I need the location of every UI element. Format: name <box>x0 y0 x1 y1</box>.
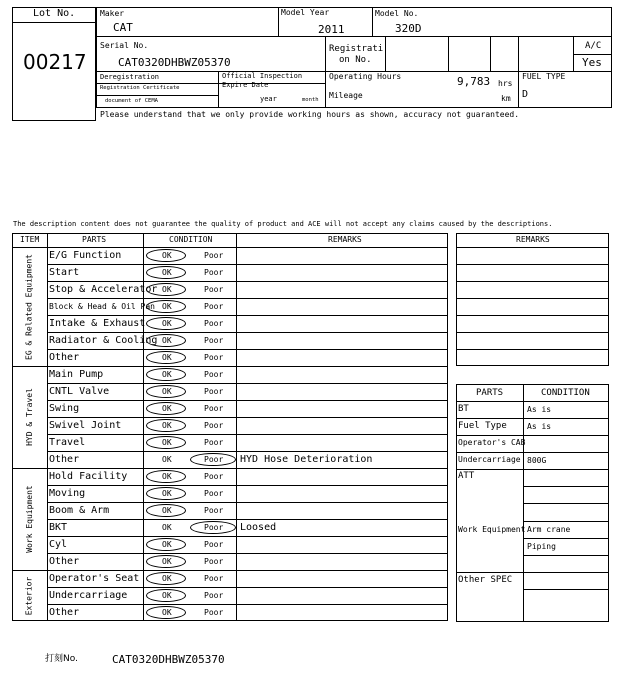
column-rule <box>47 233 48 621</box>
part-name: Undercarriage <box>49 590 128 601</box>
part-name: BKT <box>49 522 68 533</box>
registration-label-2: on No. <box>339 55 372 65</box>
ok-option: OK <box>162 370 172 379</box>
poor-option: Poor <box>204 557 224 566</box>
ok-option: OK <box>162 421 172 430</box>
parts-header: PARTS <box>476 388 504 398</box>
row-rule <box>47 264 448 265</box>
ok-option: OK <box>162 472 172 481</box>
model-year-label: Model Year <box>281 8 330 17</box>
poor-option: Poor <box>204 540 224 549</box>
part-name: Other <box>49 607 80 618</box>
year-label: year <box>260 95 277 103</box>
ok-selected-circle <box>146 555 186 568</box>
poor-selected-circle <box>190 521 236 534</box>
part-name: Main Pump <box>49 369 104 380</box>
ok-option: OK <box>162 557 172 566</box>
part-name: Cyl <box>49 539 68 550</box>
group-rule <box>12 468 448 469</box>
ok-selected-circle <box>146 572 186 585</box>
ok-selected-circle <box>146 402 186 415</box>
ok-option: OK <box>162 387 172 396</box>
part-name: Swivel Joint <box>49 420 122 431</box>
ok-option: OK <box>162 574 172 583</box>
ok-selected-circle <box>146 470 186 483</box>
km-unit: km <box>501 94 511 103</box>
poor-option: Poor <box>204 251 224 260</box>
serial-value: CAT0320DHBWZ05370 <box>118 56 231 69</box>
month-label: month <box>302 97 319 103</box>
document-cema-label: document of CEMA <box>105 98 158 104</box>
remarks-box <box>456 233 609 366</box>
poor-option: Poor <box>204 421 224 430</box>
footer-label: 打刻No. <box>45 654 78 664</box>
poor-selected-circle <box>190 453 236 466</box>
part-name: Swing <box>49 403 80 414</box>
undercarriage-label: Undercarriage <box>458 455 521 464</box>
poor-option: Poor <box>204 455 224 464</box>
part-name: Moving <box>49 488 86 499</box>
ok-selected-circle <box>146 317 186 330</box>
row-rule <box>47 451 448 452</box>
ok-option: OK <box>162 319 172 328</box>
registration-label-1: Registrati <box>329 44 384 54</box>
inspection-label-1: Official Inspection <box>222 72 303 80</box>
row-rule <box>456 435 609 436</box>
inspection-label-2: Expire Date <box>222 81 269 89</box>
remark-text: Loosed <box>240 522 277 533</box>
row-rule <box>47 383 448 384</box>
ok-selected-circle <box>146 351 186 364</box>
row-rule <box>47 502 448 503</box>
model-no-value: 320D <box>395 22 422 35</box>
ok-option: OK <box>162 608 172 617</box>
col-item-header: ITEM <box>20 235 40 244</box>
ok-option: OK <box>162 506 172 515</box>
poor-option: Poor <box>204 506 224 515</box>
col-condition-header: CONDITION <box>169 235 213 244</box>
att-row-rule <box>523 503 609 504</box>
group-label: HYD & Travel <box>24 388 34 446</box>
poor-option: Poor <box>204 387 224 396</box>
ok-selected-circle <box>146 419 186 432</box>
ac-value: Yes <box>582 56 602 69</box>
ok-option: OK <box>162 540 172 549</box>
ok-option: OK <box>162 336 172 345</box>
remarks-row-rule <box>456 315 609 316</box>
ok-selected-circle <box>146 589 186 602</box>
model-year-value: 2011 <box>318 23 345 36</box>
poor-option: Poor <box>204 489 224 498</box>
row-rule <box>47 332 448 333</box>
hrs-unit: hrs <box>498 79 513 88</box>
condition-header: CONDITION <box>541 388 590 398</box>
remarks-row-rule <box>456 298 609 299</box>
part-name: CNTL Valve <box>49 386 110 397</box>
ok-option: OK <box>162 591 172 600</box>
row-rule <box>523 589 609 590</box>
column-rule <box>236 233 237 621</box>
ok-selected-circle <box>146 334 186 347</box>
bt-value: As is <box>527 405 552 414</box>
row-rule <box>47 349 448 350</box>
ok-selected-circle <box>146 300 186 313</box>
mileage-label: Mileage <box>329 91 363 100</box>
col-remarks-header: REMARKS <box>328 235 362 244</box>
row-rule <box>47 434 448 435</box>
poor-option: Poor <box>204 438 224 447</box>
att-label: ATT <box>458 471 475 481</box>
row-rule <box>47 315 448 316</box>
poor-option: Poor <box>204 268 224 277</box>
other-spec-label: Other SPEC <box>458 575 513 585</box>
ok-option: OK <box>162 268 172 277</box>
fuel-value: As is <box>527 422 552 431</box>
disclaimer-text: The description content does not guarantee the quality of product and ACE will not accept any claims caused by the descriptions. <box>13 220 553 228</box>
row-rule <box>456 572 609 573</box>
ok-option: OK <box>162 455 172 464</box>
footer-serial: CAT0320DHBWZ05370 <box>112 653 225 666</box>
ok-selected-circle <box>146 249 186 262</box>
part-name: Intake & Exhaust <box>49 318 146 329</box>
part-name: E/G Function <box>49 250 122 261</box>
row-rule <box>456 452 609 453</box>
row-rule <box>47 553 448 554</box>
ok-selected-circle <box>146 436 186 449</box>
ok-selected-circle <box>146 368 186 381</box>
work-equipment-label: Work Equipment <box>458 525 526 534</box>
poor-option: Poor <box>204 285 224 294</box>
ok-selected-circle <box>146 283 186 296</box>
row-rule <box>47 587 448 588</box>
header-rule <box>12 247 448 248</box>
fuel-label: Fuel Type <box>458 421 507 431</box>
ok-option: OK <box>162 285 172 294</box>
group-label: Exterior <box>24 576 34 615</box>
row-rule <box>47 485 448 486</box>
col-parts-header: PARTS <box>82 235 107 244</box>
ok-selected-circle <box>146 504 186 517</box>
work-row-rule <box>523 538 609 539</box>
maker-label: Maker <box>100 9 125 18</box>
poor-option: Poor <box>204 370 224 379</box>
row-rule <box>456 418 609 419</box>
poor-option: Poor <box>204 302 224 311</box>
row-rule <box>47 519 448 520</box>
ok-selected-circle <box>146 538 186 551</box>
ok-selected-circle <box>146 606 186 619</box>
ok-option: OK <box>162 489 172 498</box>
model-no-label: Model No. <box>375 9 419 18</box>
part-name: Start <box>49 267 80 278</box>
work-equipment-value: Piping <box>527 542 556 551</box>
row-rule <box>47 400 448 401</box>
part-name: Other <box>49 454 80 465</box>
part-name: Operator's Seat <box>49 573 140 584</box>
work-equipment-value: Arm crane <box>527 525 571 534</box>
part-name: Stop & Accelerator <box>49 284 158 295</box>
poor-option: Poor <box>204 608 224 617</box>
part-name: Block & Head & Oil Pan <box>49 302 155 311</box>
remarks-row-rule <box>456 281 609 282</box>
part-name: Radiator & Cooling <box>49 335 158 346</box>
row-rule <box>456 469 609 470</box>
registration-certificate-label: Registration Certificate <box>100 85 180 91</box>
part-name: Travel <box>49 437 86 448</box>
operating-hours-value: 9,783 <box>457 75 491 88</box>
part-name: Hold Facility <box>49 471 128 482</box>
ok-selected-circle <box>146 487 186 500</box>
poor-option: Poor <box>204 591 224 600</box>
part-name: Other <box>49 556 80 567</box>
remark-text: HYD Hose Deterioration <box>240 454 373 465</box>
lot-number: 00217 <box>23 50 87 74</box>
group-label: Work Equipment <box>24 485 34 553</box>
lot-label: Lot No. <box>33 8 76 19</box>
ok-selected-circle <box>146 385 186 398</box>
fuel-type-label: FUEL TYPE <box>522 72 566 81</box>
deregistration-label: Deregistration <box>100 73 160 81</box>
group-rule <box>12 366 448 367</box>
row-rule <box>47 298 448 299</box>
remarks-row-rule <box>456 264 609 265</box>
row-rule <box>47 604 448 605</box>
row-rule <box>523 521 609 522</box>
row-rule <box>47 281 448 282</box>
cab-label: Operator's CAB <box>458 438 526 447</box>
work-row-rule <box>523 555 609 556</box>
ok-option: OK <box>162 438 172 447</box>
remarks-row-rule <box>456 332 609 333</box>
part-name: Boom & Arm <box>49 505 110 516</box>
undercarriage-value: 800G <box>527 456 547 465</box>
operating-hours-label: Operating Hours <box>329 72 402 81</box>
remarks-header: REMARKS <box>516 235 550 244</box>
remarks-header-rule <box>456 247 609 248</box>
row-rule <box>47 536 448 537</box>
ok-option: OK <box>162 404 172 413</box>
group-rule <box>12 570 448 571</box>
maker-value: CAT <box>113 21 133 34</box>
ac-label: A/C <box>585 41 602 51</box>
ok-option: OK <box>162 523 172 532</box>
poor-option: Poor <box>204 574 224 583</box>
row-rule <box>47 417 448 418</box>
notice-text: Please understand that we only provide working hours as shown, accuracy not guaranteed. <box>100 110 520 119</box>
ok-selected-circle <box>146 266 186 279</box>
serial-label: Serial No. <box>100 41 149 50</box>
ok-option: OK <box>162 251 172 260</box>
poor-option: Poor <box>204 353 224 362</box>
att-row-rule <box>523 486 609 487</box>
fuel-type-value: D <box>522 89 529 100</box>
poor-option: Poor <box>204 404 224 413</box>
group-label: EG & Related Equipment <box>24 253 34 360</box>
ok-option: OK <box>162 302 172 311</box>
bt-label: BT <box>458 404 469 414</box>
poor-option: Poor <box>204 472 224 481</box>
poor-option: Poor <box>204 523 224 532</box>
remarks-row-rule <box>456 349 609 350</box>
ok-option: OK <box>162 353 172 362</box>
row-rule <box>456 401 609 402</box>
poor-option: Poor <box>204 336 224 345</box>
part-name: Other <box>49 352 80 363</box>
poor-option: Poor <box>204 319 224 328</box>
